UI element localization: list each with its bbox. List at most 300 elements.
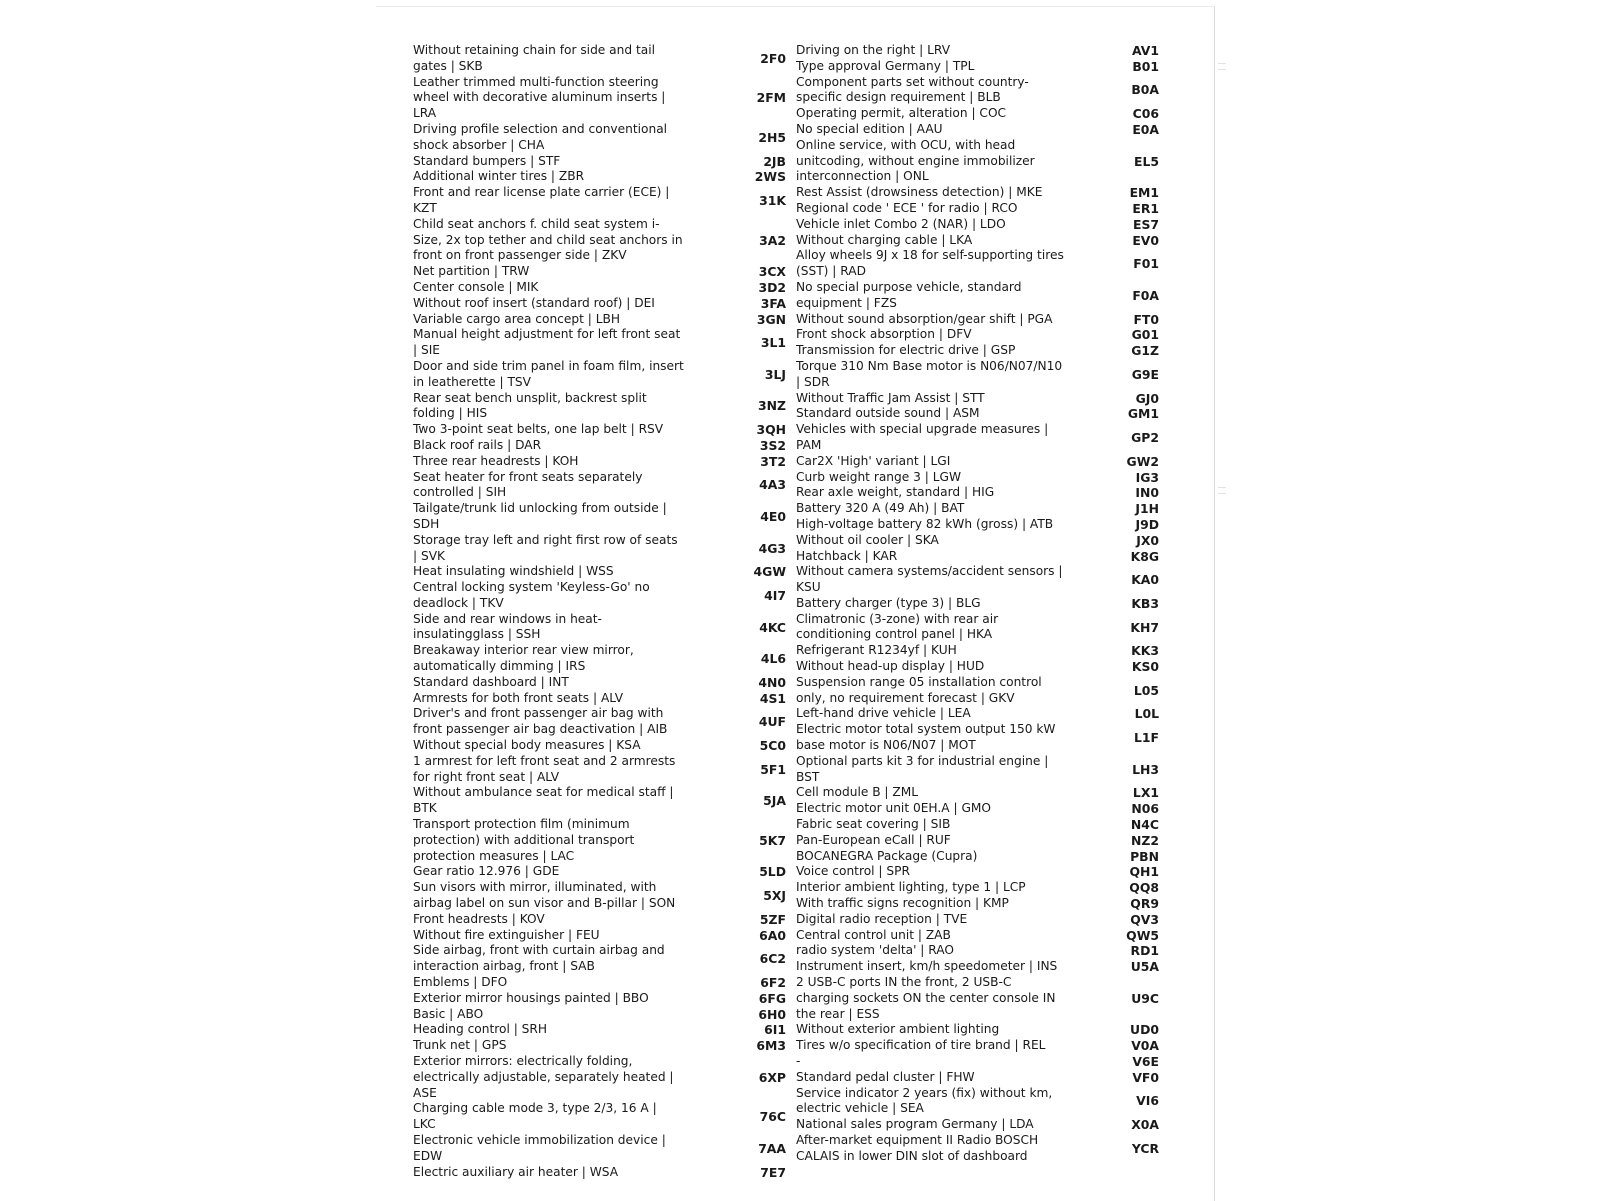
equipment-description: Trunk net | GPS <box>413 1038 507 1053</box>
equipment-row <box>796 943 1159 959</box>
equipment-code: 3D2 <box>758 279 786 295</box>
equipment-row <box>413 217 786 264</box>
equipment-row <box>413 1038 786 1054</box>
equipment-row <box>796 564 1159 596</box>
equipment-row <box>413 454 786 470</box>
equipment-code: EV0 <box>1132 232 1159 248</box>
equipment-code: VI6 <box>1136 1093 1159 1109</box>
equipment-description: Front and rear license plate carrier (ECE) | KZT <box>413 185 670 215</box>
equipment-description: Voice control | SPR <box>796 864 910 879</box>
equipment-code: U9C <box>1131 990 1159 1006</box>
equipment-description: Online service, with OCU, with head unitcoding, without engine immobilizer interconnection | ONL <box>796 137 1035 184</box>
equipment-row <box>796 470 1159 486</box>
equipment-description: Without special body measures | KSA <box>413 738 641 753</box>
equipment-code: GM1 <box>1127 406 1159 422</box>
margin-mark <box>1218 69 1226 70</box>
equipment-description: Three rear headrests | KOH <box>413 453 579 468</box>
margin-mark <box>1218 493 1226 494</box>
equipment-row <box>796 138 1159 185</box>
equipment-code: QQ8 <box>1129 880 1159 896</box>
equipment-description: Suspension range 05 installation control only, no requirement forecast | GKV <box>796 674 1042 705</box>
equipment-code: V6E <box>1132 1054 1159 1069</box>
equipment-code: 31K <box>759 193 786 209</box>
equipment-description: Center console | MIK <box>413 279 539 294</box>
equipment-code: PBN <box>1130 848 1159 864</box>
equipment-row <box>413 643 786 675</box>
equipment-row <box>796 722 1159 754</box>
equipment-row <box>796 1038 1159 1054</box>
equipment-code: 6XP <box>758 1069 786 1085</box>
equipment-code: 2JB <box>763 153 786 169</box>
equipment-code: 5LD <box>759 864 786 880</box>
equipment-code: 5K7 <box>759 832 786 848</box>
equipment-description: Interior ambient lighting, type 1 | LCP <box>796 880 1026 895</box>
equipment-description: Curb weight range 3 | LGW <box>796 469 962 484</box>
equipment-code: 6I1 <box>764 1022 786 1038</box>
equipment-description: BOCANEGRA Package (Cupra) <box>796 848 978 863</box>
equipment-code: 3NZ <box>758 398 786 414</box>
equipment-description: Transmission for electric drive | GSP <box>796 343 1016 358</box>
equipment-row <box>796 959 1159 975</box>
equipment-description: Rear axle weight, standard | HIG <box>796 485 995 500</box>
equipment-code: ES7 <box>1132 216 1159 232</box>
equipment-code: J9D <box>1135 516 1159 532</box>
equipment-code: JX0 <box>1136 532 1159 548</box>
equipment-row <box>796 675 1159 707</box>
equipment-row <box>796 1022 1159 1038</box>
equipment-description: Additional winter tires | ZBR <box>413 169 585 184</box>
equipment-code: 5XJ <box>763 888 786 904</box>
equipment-code: 5JA <box>763 793 786 809</box>
equipment-code: 3QH <box>756 422 786 438</box>
equipment-code: GW2 <box>1126 453 1159 469</box>
equipment-description: Service indicator 2 years (fix) without km, electric vehicle | SEA <box>796 1085 1053 1116</box>
equipment-row <box>413 312 786 328</box>
equipment-code: 3FA <box>760 295 786 311</box>
equipment-row <box>413 912 786 928</box>
equipment-row <box>413 785 786 817</box>
equipment-description: Without ambulance seat for medical staff | BTK <box>413 785 674 816</box>
equipment-row <box>413 1133 786 1165</box>
equipment-description: Rest Assist (drowsiness detection) | MKE <box>796 185 1043 200</box>
equipment-description: Two 3-point seat belts, one lap belt | RSV <box>413 422 664 437</box>
equipment-row <box>796 975 1159 1022</box>
equipment-description: - <box>796 1054 801 1068</box>
equipment-row <box>796 896 1159 912</box>
equipment-code: 4KC <box>759 619 786 635</box>
equipment-code: RD1 <box>1130 943 1159 959</box>
equipment-description: Electric motor total system output 150 kW base motor is N06/N07 | MOT <box>796 722 1056 753</box>
equipment-code: N06 <box>1131 801 1159 817</box>
equipment-description: Refrigerant R1234yf | KUH <box>796 643 957 658</box>
equipment-description: Without camera systems/accident sensors | KSU <box>796 564 1063 595</box>
equipment-description: Standard pedal cluster | FHW <box>796 1069 975 1084</box>
equipment-code: C06 <box>1132 106 1159 122</box>
equipment-code: GP2 <box>1131 430 1159 446</box>
equipment-row <box>796 391 1159 407</box>
equipment-description: Charging cable mode 3, type 2/3, 16 A | LKC <box>413 1101 657 1132</box>
equipment-row <box>796 75 1159 107</box>
equipment-row <box>413 675 786 691</box>
equipment-row <box>413 564 786 580</box>
equipment-row <box>413 422 786 438</box>
equipment-code: 2FM <box>756 90 786 106</box>
equipment-description: Central locking system 'Keyless-Go' no deadlock | TKV <box>413 580 650 610</box>
equipment-row <box>413 533 786 565</box>
equipment-row <box>413 817 786 864</box>
equipment-row <box>413 169 786 185</box>
equipment-code: 3T2 <box>760 453 786 469</box>
equipment-row <box>796 928 1159 944</box>
equipment-description: Armrests for both front seats | ALV <box>413 690 624 705</box>
equipment-row <box>796 1133 1159 1165</box>
equipment-row <box>413 691 786 707</box>
equipment-description: Without exterior ambient lighting <box>796 1022 1000 1037</box>
equipment-code: L0L <box>1134 706 1159 722</box>
equipment-description: National sales program Germany | LDA <box>796 1117 1034 1132</box>
equipment-code: 2WS <box>754 169 786 185</box>
equipment-description: Alloy wheels 9J x 18 for self-supporting tires (SST) | RAD <box>796 248 1064 279</box>
equipment-description: Without retaining chain for side and tail gates | SKB <box>413 43 655 73</box>
equipment-description: Black roof rails | DAR <box>413 437 542 452</box>
equipment-code: 4GW <box>753 564 786 580</box>
equipment-row <box>796 833 1159 849</box>
equipment-code: IG3 <box>1135 469 1159 485</box>
equipment-description: Without head-up display | HUD <box>796 659 985 674</box>
equipment-code: KS0 <box>1131 659 1159 675</box>
equipment-row <box>796 122 1159 138</box>
equipment-row <box>413 327 786 359</box>
equipment-description: Component parts set without country- specific design requirement | BLB <box>796 74 1029 105</box>
equipment-description: Hatchback | KAR <box>796 548 898 563</box>
equipment-description: Pan-European eCall | RUF <box>796 832 951 847</box>
equipment-code: 6M3 <box>756 1038 786 1054</box>
equipment-row <box>796 549 1159 565</box>
equipment-code: G1Z <box>1131 343 1159 359</box>
equipment-code: EM1 <box>1129 185 1159 201</box>
equipment-row <box>796 422 1159 454</box>
equipment-description: High-voltage battery 82 kWh (gross) | ATB <box>796 516 1054 531</box>
equipment-code: 5ZF <box>759 911 786 927</box>
equipment-description: Tires w/o specification of tire brand | REL <box>796 1038 1046 1053</box>
equipment-row <box>413 975 786 991</box>
equipment-row <box>413 612 786 644</box>
equipment-code: 6F2 <box>760 975 786 991</box>
equipment-code: KH7 <box>1130 619 1159 635</box>
equipment-row <box>413 1007 786 1023</box>
margin-mark <box>1218 487 1226 488</box>
equipment-row <box>413 501 786 533</box>
equipment-description: Front shock absorption | DFV <box>796 327 972 342</box>
equipment-code: KA0 <box>1131 572 1159 588</box>
equipment-row <box>796 343 1159 359</box>
equipment-code: NZ2 <box>1131 832 1159 848</box>
equipment-code: J1H <box>1135 501 1159 517</box>
equipment-description: Seat heater for front seats separately controlled | SIH <box>413 469 643 500</box>
equipment-code: 6C2 <box>759 951 786 967</box>
equipment-description: Vehicle inlet Combo 2 (NAR) | LDO <box>796 216 1006 231</box>
equipment-code: 2H5 <box>758 129 786 145</box>
equipment-row <box>413 154 786 170</box>
equipment-row <box>796 1070 1159 1086</box>
equipment-row <box>796 327 1159 343</box>
equipment-description: With traffic signs recognition | KMP <box>796 896 1009 911</box>
equipment-row <box>413 122 786 154</box>
equipment-row <box>796 59 1159 75</box>
equipment-code: F01 <box>1133 256 1159 272</box>
equipment-code: X0A <box>1131 1117 1159 1133</box>
equipment-description: Without charging cable | LKA <box>796 232 973 247</box>
equipment-code: B0A <box>1131 82 1159 98</box>
equipment-description: Storage tray left and right first row of seats | SVK <box>413 532 678 563</box>
equipment-code: K8G <box>1130 548 1159 564</box>
equipment-description: Regional code ' ECE ' for radio | RCO <box>796 200 1018 215</box>
equipment-code: FT0 <box>1133 311 1159 327</box>
equipment-code: 4E0 <box>760 509 786 524</box>
equipment-code: 2F0 <box>760 50 786 66</box>
equipment-description: Sun visors with mirror, illuminated, with airbag label on sun visor and B-pillar | SON <box>413 880 676 911</box>
equipment-row <box>413 738 786 754</box>
equipment-row <box>796 406 1159 422</box>
equipment-description: Side airbag, front with curtain airbag and interaction airbag, front | SAB <box>413 943 665 974</box>
equipment-description: Child seat anchors f. child seat system i- Size, 2x top tether and child seat anchors in front on front passenger side | ZKV <box>413 216 683 263</box>
equipment-description: Operating permit, alteration | COC <box>796 106 1007 121</box>
equipment-code: QH1 <box>1129 864 1159 880</box>
equipment-code: 3CX <box>758 264 786 280</box>
equipment-code: 5F1 <box>760 761 786 777</box>
equipment-code: AV1 <box>1132 43 1159 58</box>
equipment-row <box>796 849 1159 865</box>
equipment-row <box>413 75 786 122</box>
equipment-description: After-market equipment II Radio BOSCH CALAIS in lower DIN slot of dashboard <box>796 1132 1039 1163</box>
equipment-row <box>413 1022 786 1038</box>
equipment-description: Driver's and front passenger air bag with front passenger air bag deactivation | AIB <box>413 706 668 737</box>
equipment-row <box>796 880 1159 896</box>
equipment-row <box>413 1101 786 1133</box>
equipment-row <box>413 928 786 944</box>
equipment-description: Without roof insert (standard roof) | DEI <box>413 295 655 310</box>
equipment-description: Standard dashboard | INT <box>413 674 569 689</box>
equipment-description: Electric motor unit 0EH.A | GMO <box>796 801 991 816</box>
equipment-description: Electronic vehicle immobilization device | EDW <box>413 1132 666 1163</box>
equipment-description: Battery 320 A (49 Ah) | BAT <box>796 501 965 516</box>
equipment-row <box>796 217 1159 233</box>
equipment-row <box>796 659 1159 675</box>
equipment-code: 3A2 <box>759 232 786 248</box>
equipment-code: IN0 <box>1135 485 1159 501</box>
equipment-row <box>796 359 1159 391</box>
equipment-code: 4L6 <box>760 651 786 667</box>
equipment-code: 7AA <box>758 1140 786 1156</box>
equipment-description: Door and side trim panel in foam film, insert in leatherette | TSV <box>413 358 684 389</box>
equipment-code: 3L1 <box>760 335 786 351</box>
equipment-code: LH3 <box>1132 761 1159 777</box>
equipment-code: G01 <box>1131 327 1159 343</box>
equipment-row <box>796 785 1159 801</box>
equipment-code: UD0 <box>1130 1022 1159 1038</box>
equipment-code: QV3 <box>1130 911 1159 927</box>
equipment-row <box>413 43 786 75</box>
equipment-code: 3LJ <box>764 366 786 382</box>
equipment-row <box>796 596 1159 612</box>
equipment-description: Front headrests | KOV <box>413 911 545 926</box>
equipment-code: 6A0 <box>759 927 786 943</box>
equipment-row <box>796 817 1159 833</box>
equipment-description: Central control unit | ZAB <box>796 927 951 942</box>
equipment-description: Digital radio reception | TVE <box>796 911 968 926</box>
document-page <box>376 6 1215 1201</box>
equipment-description: Transport protection film (minimum protection) with additional transport protection measures | LAC <box>413 817 635 863</box>
equipment-description: Standard outside sound | ASM <box>796 406 980 421</box>
equipment-row <box>413 880 786 912</box>
equipment-code: 4A3 <box>759 477 786 493</box>
equipment-description: 2 USB-C ports IN the front, 2 USB-C charging sockets ON the center console IN the rear | ESS <box>796 975 1056 1021</box>
equipment-description: Variable cargo area concept | LBH <box>413 311 621 326</box>
equipment-row <box>413 864 786 880</box>
margin-mark <box>1218 63 1226 64</box>
equipment-row <box>796 643 1159 659</box>
equipment-code: EL5 <box>1134 153 1159 169</box>
equipment-row <box>796 912 1159 928</box>
equipment-row <box>413 1054 786 1101</box>
equipment-description: Breakaway interior rear view mirror, automatically dimming | IRS <box>413 643 634 674</box>
equipment-row <box>796 454 1159 470</box>
equipment-row <box>413 280 786 296</box>
equipment-row <box>413 754 786 786</box>
equipment-description: Side and rear windows in heat- insulatingglass | SSH <box>413 611 602 642</box>
equipment-row <box>413 991 786 1007</box>
equipment-description: Type approval Germany | TPL <box>796 58 975 73</box>
equipment-row <box>796 501 1159 517</box>
equipment-row <box>796 801 1159 817</box>
equipment-description: Heading control | SRH <box>413 1022 548 1037</box>
equipment-description: Net partition | TRW <box>413 264 530 279</box>
equipment-description: Heat insulating windshield | WSS <box>413 564 614 579</box>
equipment-description: Car2X 'High' variant | LGI <box>796 453 951 468</box>
equipment-row <box>413 1165 786 1181</box>
equipment-description: Optional parts kit 3 for industrial engine | BST <box>796 753 1049 784</box>
equipment-code: 4I7 <box>764 587 786 603</box>
equipment-code: N4C <box>1130 817 1159 833</box>
equipment-code: B01 <box>1132 58 1159 74</box>
equipment-description: Manual height adjustment for left front seat | SIE <box>413 327 681 358</box>
equipment-description: Tailgate/trunk lid unlocking from outside | SDH <box>413 501 667 531</box>
equipment-description: Standard bumpers | STF <box>413 153 561 168</box>
equipment-code: KB3 <box>1131 595 1159 611</box>
equipment-row <box>413 438 786 454</box>
equipment-description: Gear ratio 12.976 | GDE <box>413 864 560 879</box>
equipment-row <box>413 391 786 423</box>
equipment-row <box>796 1054 1159 1070</box>
equipment-row <box>413 359 786 391</box>
equipment-description: Vehicles with special upgrade measures | PAM <box>796 422 1049 452</box>
equipment-row <box>796 280 1159 312</box>
equipment-row <box>796 612 1159 644</box>
equipment-code: LX1 <box>1132 785 1159 801</box>
equipment-description: radio system 'delta' | RAO <box>796 943 954 958</box>
equipment-row <box>413 943 786 975</box>
equipment-description: Without oil cooler | SKA <box>796 532 939 547</box>
equipment-row <box>413 470 786 502</box>
equipment-description: Torque 310 Nm Base motor is N06/N07/N10 | SDR <box>796 358 1063 389</box>
equipment-row <box>796 706 1159 722</box>
equipment-row <box>413 296 786 312</box>
equipment-code: 3GN <box>756 311 786 327</box>
equipment-description: Driving profile selection and conventional shock absorber | CHA <box>413 121 668 152</box>
equipment-row <box>796 201 1159 217</box>
equipment-description: Cell module B | ZML <box>796 785 919 800</box>
equipment-row <box>796 864 1159 880</box>
equipment-row <box>413 264 786 280</box>
equipment-description: No special edition | AAU <box>796 121 943 136</box>
equipment-description: Emblems | DFO <box>413 975 508 990</box>
equipment-code: 7E7 <box>760 1164 786 1180</box>
equipment-code: L1F <box>1134 730 1159 746</box>
equipment-description: Without fire extinguisher | FEU <box>413 927 600 942</box>
equipment-code: QR9 <box>1130 896 1159 912</box>
equipment-row <box>796 106 1159 122</box>
equipment-row <box>796 485 1159 501</box>
equipment-code: 4S1 <box>759 690 786 706</box>
equipment-code: 4G3 <box>758 540 786 556</box>
equipment-code: QW5 <box>1126 927 1159 943</box>
equipment-row <box>796 517 1159 533</box>
equipment-row <box>796 1117 1159 1133</box>
equipment-description: Fabric seat covering | SIB <box>796 817 951 832</box>
equipment-row <box>413 185 786 217</box>
equipment-row <box>796 754 1159 786</box>
equipment-description: Driving on the right | LRV <box>796 43 951 57</box>
equipment-description: Without Traffic Jam Assist | STT <box>796 390 985 405</box>
equipment-description: Without sound absorption/gear shift | PGA <box>796 311 1053 326</box>
equipment-code: VF0 <box>1132 1069 1159 1085</box>
equipment-row <box>796 1086 1159 1118</box>
equipment-code: 3S2 <box>759 437 786 453</box>
equipment-list-left <box>413 43 786 1180</box>
equipment-code: E0A <box>1132 121 1159 137</box>
equipment-row <box>413 580 786 612</box>
equipment-description: Leather trimmed multi-function steering wheel with decorative aluminum inserts | LRA <box>413 74 666 121</box>
equipment-code: YCR <box>1131 1140 1159 1156</box>
equipment-description: 1 armrest for left front seat and 2 armrests for right front seat | ALV <box>413 753 676 784</box>
equipment-code: 5C0 <box>759 738 786 754</box>
equipment-code: ER1 <box>1132 200 1159 216</box>
equipment-description: No special purpose vehicle, standard equipment | FZS <box>796 279 1022 310</box>
equipment-description: Basic | ABO <box>413 1006 484 1021</box>
equipment-description: Battery charger (type 3) | BLG <box>796 595 981 610</box>
equipment-description: Exterior mirror housings painted | BBO <box>413 990 649 1005</box>
equipment-code: 4UF <box>758 714 786 730</box>
equipment-row <box>796 248 1159 280</box>
equipment-row <box>796 185 1159 201</box>
equipment-description: Climatronic (3-zone) with rear air conditioning control panel | HKA <box>796 611 999 642</box>
equipment-code: GJ0 <box>1135 390 1159 406</box>
equipment-code: 76C <box>759 1109 786 1125</box>
equipment-code: V0A <box>1131 1038 1159 1054</box>
equipment-row <box>413 706 786 738</box>
equipment-row <box>796 533 1159 549</box>
equipment-code: 6FG <box>758 990 786 1006</box>
equipment-code: KK3 <box>1131 643 1159 659</box>
equipment-row <box>796 43 1159 59</box>
equipment-code: L05 <box>1133 682 1159 698</box>
equipment-code: 4N0 <box>758 674 786 690</box>
equipment-description: Left-hand drive vehicle | LEA <box>796 706 971 721</box>
equipment-description: Electric auxiliary air heater | WSA <box>413 1164 619 1179</box>
equipment-row <box>796 233 1159 249</box>
equipment-description: Instrument insert, km/h speedometer | INS <box>796 959 1058 974</box>
equipment-row <box>796 312 1159 328</box>
